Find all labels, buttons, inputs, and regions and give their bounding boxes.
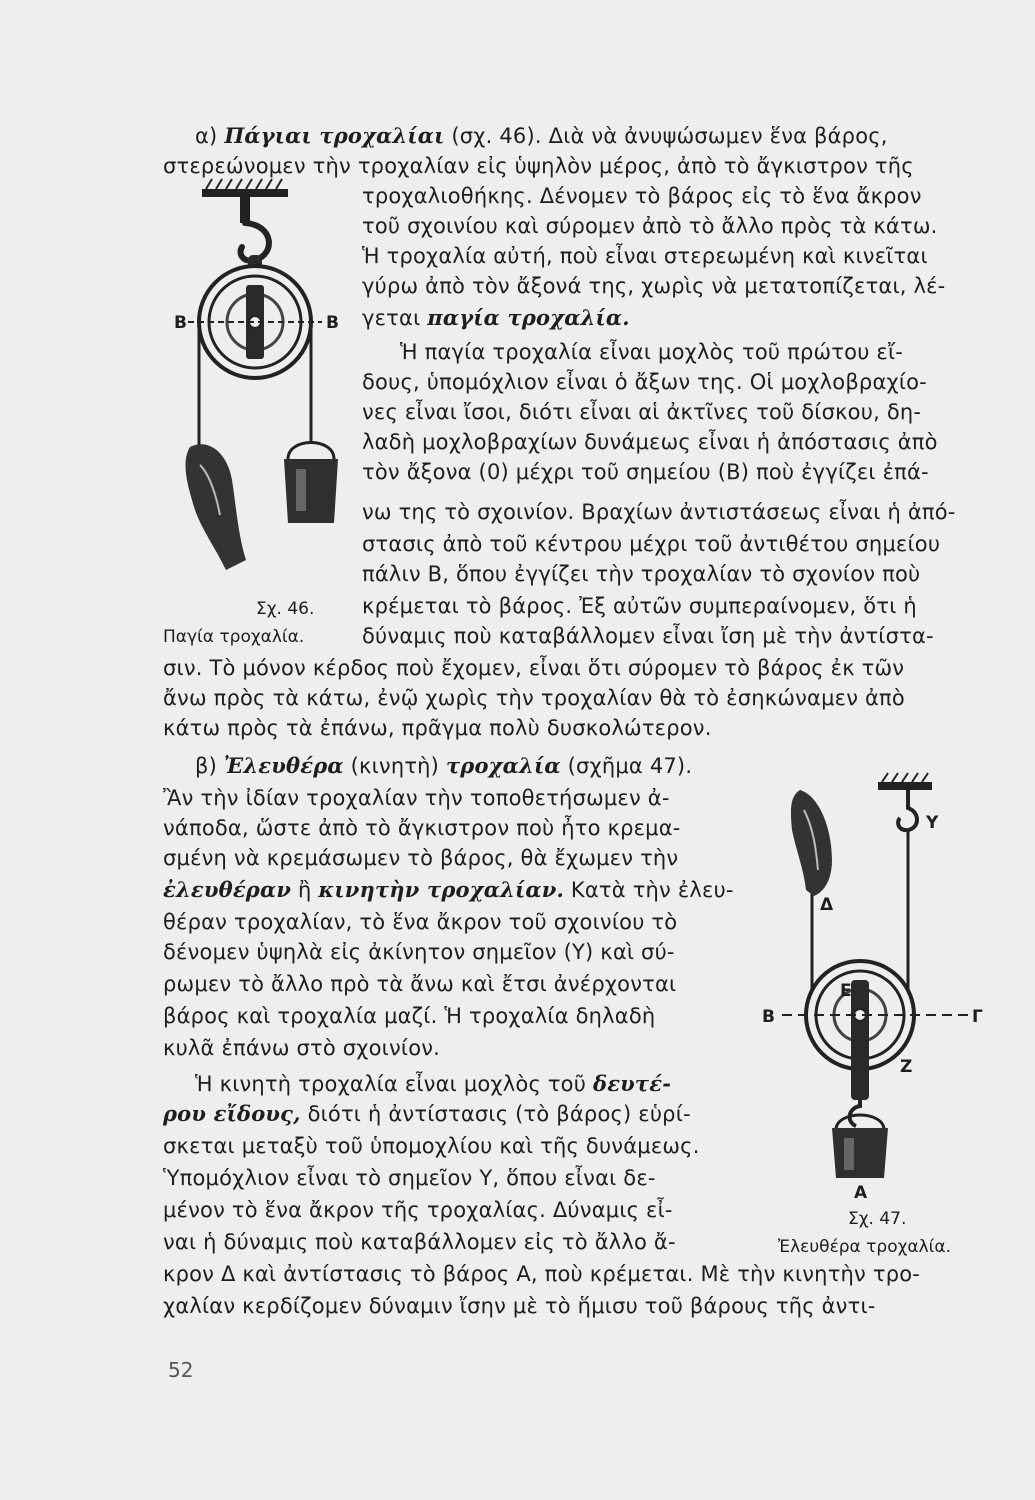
para-b-line-8: ρωμεν τὸ ἄλλο πρὸ τὰ ἄνω καὶ ἔτσι ἀνέρχονται <box>163 972 677 996</box>
para-b-line-2: Ἂν τὴν ἰδίαν τροχαλίαν τὴν τοποθετήσωμεν ἀ- <box>163 786 670 810</box>
para-b-line-1 <box>195 752 692 780</box>
para-b2-line-7: κρον Δ καὶ ἀντίστασις τὸ βάρος Α, ποὺ κρέμεται. Μὲ τὴν κινητὴν τρο- <box>163 1262 921 1286</box>
fig46-ceiling-hatch <box>206 179 282 189</box>
para-a-term: Πάγιαι τροχαλίαι <box>224 123 445 148</box>
page-number: 52 <box>168 1358 194 1382</box>
para-b2-term: δευτέ- <box>592 1071 672 1096</box>
fig47-label-b: Β <box>762 1007 775 1027</box>
para-b-line-6: θέραν τροχαλίαν, τὸ ἕνα ἄκρον τοῦ σχοινίου τὸ <box>163 910 678 934</box>
fig46-label-right: Β <box>326 313 339 333</box>
para-b-line-3: νάποδα, ὥστε ἀπὸ τὸ ἄγκιστρον ποὺ ἦτο κρεμα- <box>163 816 681 840</box>
fig47-caption-number: Σχ. 47. <box>848 1209 907 1229</box>
para-b2-line-4: Ὑπομόχλιον εἶναι τὸ σημεῖον Υ, ὅπου εἶναι δε- <box>163 1166 656 1190</box>
para-a-line-6: γύρω ἀπὸ τὸν ἄξονά της, χωρὶς νὰ μετατοπίζεται, λέ- <box>362 274 946 298</box>
fig47-movable-pulley-figure <box>760 770 1010 1203</box>
para-a-line-3: τροχαλιοθήκης. Δένομεν τὸ βάρος εἰς τὸ ἕνα ἄκρον <box>362 184 922 208</box>
fig47-bucket-handle <box>836 1115 884 1130</box>
fig47-hand <box>791 790 832 896</box>
para-a-line-2: στερεώνομεν τὴν τροχαλίαν εἰς ὑψηλὸν μέρος, ἀπὸ τὸ ἄγκιστρον τῆς <box>163 154 914 178</box>
para-a2-line-11: σιν. Τὸ μόνον κέρδος ποὺ ἔχομεν, εἶναι ὅτι σύρομεν τὸ βάρος ἐκ τῶν <box>163 656 905 680</box>
fig47-ceiling <box>878 782 932 790</box>
para-b-middle: (κινητὴ) <box>350 754 440 778</box>
para-b-or: ἢ <box>298 878 312 902</box>
fig46-bucket-handle <box>288 443 334 460</box>
para-a2-line-9: κρέμεται τὸ βάρος. Ἐξ αὐτῶν συμπεραίνομεν, ὅτι ἡ <box>362 594 917 618</box>
para-b-ref: (σχῆμα 47). <box>567 754 693 778</box>
para-a2-line-5: τὸν ἄξονα (0) μέχρι τοῦ σημείου (Β) ποὺ ἐγγίζει ἐπά- <box>362 460 929 484</box>
para-a-marker: α) <box>195 124 218 148</box>
fig47-label-e: Ε <box>840 981 852 1001</box>
para-a2-line-6: νω της τὸ σχοινίον. Βραχίων ἀντιστάσεως εἶναι ἡ ἀπό- <box>362 500 956 524</box>
para-a2-line-10: δύναμις ποὺ καταβάλλομεν εἶναι ἴση μὲ τὴν ἀντίστα- <box>362 624 934 648</box>
fig47-caption-title: Ἐλευθέρα τροχαλία. <box>778 1237 952 1257</box>
para-a2-line-12: ἄνω πρὸς τὰ κάτω, ἐνῷ χωρὶς τὴν τροχαλίαν θὰ τὸ ἐσηκώναμεν ἀπὸ <box>163 686 905 710</box>
para-a2-line-1: Ἡ παγία τροχαλία εἶναι μοχλὸς τοῦ πρώτου εἴ- <box>400 340 904 364</box>
para-b2-line-5: μένον τὸ ἕνα ἄκρον τῆς τροχαλίας. Δύναμις εἶ- <box>163 1198 673 1222</box>
para-a2-line-3: νες εἶναι ἴσοι, διότι εἶναι αἱ ἀκτῖνες τοῦ δίσκου, δη- <box>362 400 922 424</box>
para-b-term: Ἐλευθέρα <box>223 753 344 778</box>
para-b-marker: β) <box>195 754 217 778</box>
fig46-label-left: Β <box>174 313 187 333</box>
para-a2-line-13: κάτω πρὸς τὰ ἐπάνω, πρᾶγμα πολὺ δυσκολώτερον. <box>163 716 712 740</box>
fig46-hook <box>241 223 269 261</box>
para-a-line-4: τοῦ σχοινίου καὶ σύρομεν ἀπὸ τὸ ἄλλο πρὸς τὰ κάτω. <box>362 214 938 238</box>
fig47-label-g: Γ <box>972 1007 983 1027</box>
para-a2-line-8: πάλιν Β, ὅπου ἐγγίζει τὴν τροχαλίαν τὸ σχονίον ποὺ <box>362 562 921 586</box>
para-b-line-9: βάρος καὶ τροχαλία μαζί. Ἡ τροχαλία δηλαδὴ <box>163 1004 656 1028</box>
fig47-pulley-block <box>851 980 869 1100</box>
para-b-line-10: κυλᾶ ἐπάνω στὸ σχοινίον. <box>163 1036 441 1060</box>
para-b-term2: τροχαλία <box>445 753 561 778</box>
para-a2-line-4: λαδὴ μοχλοβραχίων δυνάμεως εἶναι ἡ ἀπόστασις ἀπὸ <box>362 430 938 454</box>
para-b2-prefix: Ἡ κινητὴ τροχαλία εἶναι μοχλὸς τοῦ <box>195 1072 587 1096</box>
fig47-weight-hook <box>850 1100 860 1126</box>
fig47-anchor-hook <box>898 790 917 830</box>
para-b2-line-6: ναι ἡ δύναμις ποὺ καταβάλλομεν εἰς τὸ ἄλλο ἄ- <box>163 1230 676 1254</box>
para-b-line-4: σμένη νὰ κρεμάσωμεν τὸ βάρος, θὰ ἔχωμεν τὴν <box>163 846 679 870</box>
para-b-line-7: δένομεν ὑψηλὰ εἰς ἀκίνητον σημεῖον (Υ) καὶ σύ- <box>163 940 675 964</box>
para-a-line-5: Ἡ τροχαλία αὐτή, ποὺ εἶναι στερεωμένη καὶ κινεῖται <box>362 244 928 268</box>
para-a-line-1 <box>195 122 888 150</box>
fig47-label-a: Α <box>854 1183 868 1203</box>
fig46-fixed-pulley-figure <box>174 175 360 595</box>
para-b-term4: κινητὴν τροχαλίαν. <box>318 877 565 902</box>
fig47-label-d: Δ <box>820 895 834 915</box>
para-b2-line-1 <box>195 1070 671 1098</box>
para-b-line-5 <box>163 876 734 904</box>
fig46-hanger <box>240 197 250 223</box>
para-a2-line-7: στασις ἀπὸ τοῦ κέντρου μέχρι τοῦ ἀντιθέτου σημείου <box>362 532 941 556</box>
para-b-term3: ἐλευθέραν <box>163 877 292 902</box>
para-b2-line-8: χαλίαν κερδίζομεν δύναμιν ἴσην μὲ τὸ ἥμισυ τοῦ βάρους τῆς ἀντι- <box>163 1294 876 1318</box>
para-a-last-term: παγία τροχαλία. <box>427 305 630 330</box>
para-a-line-7 <box>362 304 630 332</box>
fig47-ceiling-hatch <box>882 773 928 782</box>
fig46-ceiling <box>202 189 288 197</box>
fig47-label-z: Ζ <box>900 1057 913 1077</box>
fig47-bucket-highlight <box>844 1138 854 1170</box>
fig46-caption-number: Σχ. 46. <box>256 599 315 619</box>
fig46-caption-title: Παγία τροχαλία. <box>163 627 305 647</box>
fig47-bucket <box>832 1128 888 1178</box>
fig46-hand <box>186 444 246 570</box>
para-b-line4-rest: Κατὰ τὴν ἐλευ- <box>570 878 734 902</box>
para-b2-line-2 <box>163 1100 691 1128</box>
para-a-ref: (σχ. 46). Διὰ νὰ ἀνυψώσωμεν ἕνα βάρος, <box>451 124 888 148</box>
para-b2-term-cont: ρου εἴδους, <box>163 1101 301 1126</box>
para-a2-line-2: δους, ὑπομόχλιον εἶναι ὁ ἄξων της. Οἱ μοχλοβραχίο- <box>362 370 927 394</box>
fig47-label-y: Υ <box>926 813 939 833</box>
para-b2-cont-rest: διότι ἡ ἀντίστασις (τὸ βάρος) εὑρί- <box>307 1102 691 1126</box>
fig46-bucket-highlight <box>296 469 306 511</box>
para-b2-line-3: σκεται μεταξὺ τοῦ ὑπομοχλίου καὶ τῆς δυνάμεως. <box>163 1134 700 1158</box>
para-a-last-prefix: γεται <box>362 306 421 330</box>
fig46-bucket <box>284 459 338 523</box>
